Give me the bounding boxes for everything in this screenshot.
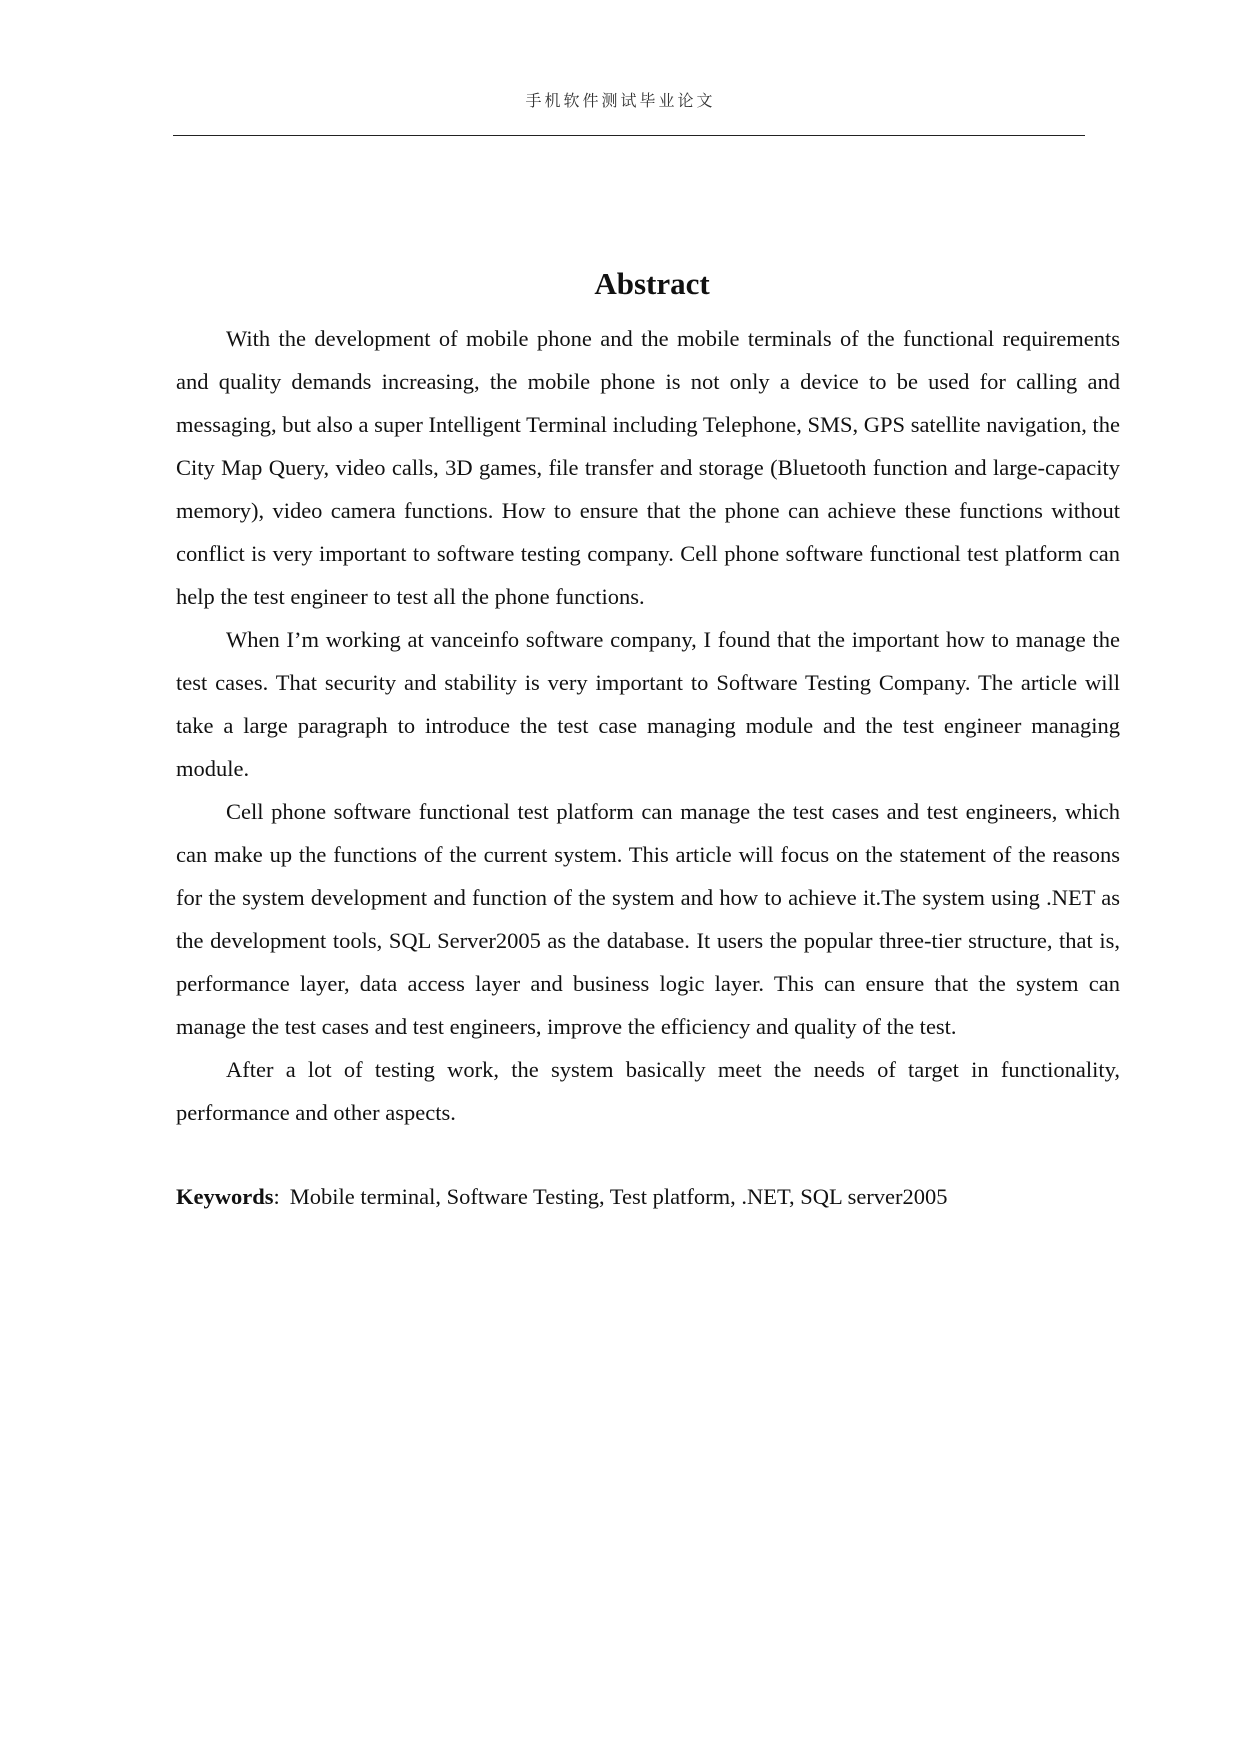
keywords-line: [176, 1175, 1120, 1218]
keywords-label: Keywords: [176, 1184, 274, 1209]
running-header: 手机软件测试毕业论文: [525, 91, 716, 110]
abstract-paragraph-2: When I’m working at vanceinfo software company, I found that the important how to manage the test cases. That security and stability is very important to Software Testing Company. The article will take a large paragraph to introduce the test case managing module and the test engineer managing module.: [176, 627, 1120, 781]
abstract-title: Abstract: [594, 266, 710, 301]
keywords-text: Mobile terminal, Software Testing, Test platform, .NET, SQL server2005: [289, 1184, 948, 1209]
abstract-paragraph-3: Cell phone software functional test platform can manage the test cases and test engineers, which can make up the functions of the current system. This article will focus on the statement of the reasons for the system development and function of the system and how to achieve it.The system using .NET as the development tools, SQL Server2005 as the database. It users the popular three-tier structure, that is, performance layer, data access layer and business logic layer. This can ensure that the system can manage the test cases and test engineers, improve the efficiency and quality of the test.: [176, 799, 1120, 1039]
abstract-section: [176, 262, 1120, 1218]
abstract-paragraph-4: After a lot of testing work, the system basically meet the needs of target in functionality, performance and other aspects.: [176, 1057, 1120, 1125]
header-divider: [173, 135, 1085, 136]
abstract-paragraph-1: With the development of mobile phone and the mobile terminals of the functional requirements and quality demands increasing, the mobile phone is not only a device to be used for calling and messaging, but also a super Intelligent Terminal including Telephone, SMS, GPS satellite navigation, the City Map Query, video calls, 3D games, file transfer and storage (Bluetooth function and large-capacity memory), video camera functions. How to ensure that the phone can achieve these functions without conflict is very important to software testing company. Cell phone software functional test platform can help the test engineer to test all the phone functions.: [176, 326, 1121, 609]
keywords-separator: :: [273, 1184, 280, 1209]
